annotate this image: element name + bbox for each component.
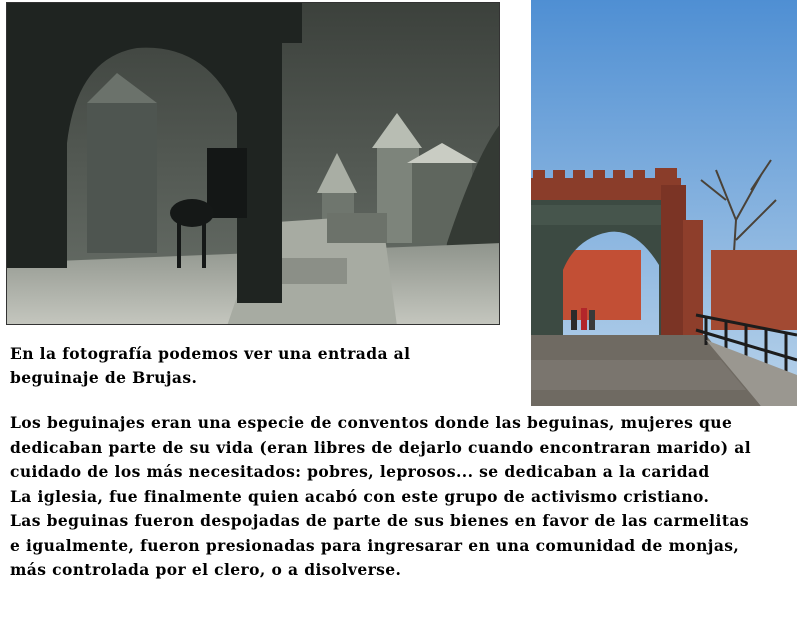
body-line: más controlada por el clero, o a disolverse. [10, 560, 402, 579]
body-line: Los beguinajes eran una especie de conventos donde las beguinas, mujeres que [10, 413, 733, 432]
caption-line: En la fotografía podemos ver una entrada al [10, 344, 411, 363]
body-line: La iglesia, fue finalmente quien acabó con este grupo de activismo cristiano. [10, 486, 710, 506]
painting-illustration [7, 3, 500, 325]
beguinage-photograph [531, 0, 797, 406]
beguinage-description [10, 411, 795, 583]
body-line: Las beguinas fueron despojadas de parte de sus bienes en favor de las carmelitas [10, 511, 749, 530]
body-line: dedicaban parte de su vida (eran libres de dejarlo cuando encontraran marido) al [10, 437, 751, 457]
photo-caption [10, 342, 470, 390]
body-line: cuidado de los más necesitados: pobres, leprosos... se dedicaban a la caridad [10, 462, 710, 481]
caption-line: beguinaje de Brujas. [10, 368, 198, 387]
body-line: e igualmente, fueron presionadas para ingresarar en una comunidad de monjas, [10, 535, 740, 555]
historical-painting [6, 2, 500, 325]
photo-illustration [531, 0, 797, 406]
